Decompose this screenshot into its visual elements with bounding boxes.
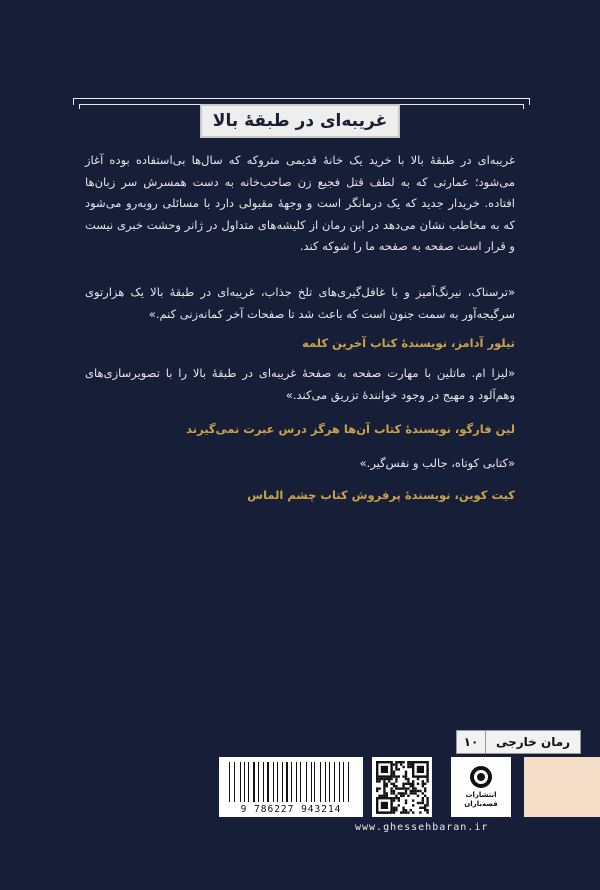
qr-module	[426, 804, 428, 806]
publisher-website: www.ghessehbaran.ir	[355, 822, 489, 833]
qr-module	[426, 799, 428, 801]
qr-module	[383, 792, 385, 794]
qr-module	[407, 795, 409, 797]
qr-module	[386, 783, 388, 785]
series-badge	[456, 730, 581, 754]
barcode-bar	[303, 762, 305, 802]
qr-module	[395, 807, 397, 809]
qr-module	[410, 790, 412, 792]
qr-module	[400, 792, 402, 794]
qr-module	[412, 783, 414, 785]
barcode-bar	[320, 762, 321, 802]
qr-module	[393, 783, 395, 785]
qr-module	[398, 804, 400, 806]
qr-module	[405, 778, 407, 780]
barcode-bar	[240, 762, 241, 802]
qr-module	[412, 780, 414, 782]
qr-module	[422, 792, 424, 794]
qr-module	[410, 783, 412, 785]
barcode-bar	[314, 762, 315, 802]
barcode-bar	[248, 762, 249, 802]
qr-module	[426, 811, 428, 813]
qr-module	[395, 768, 397, 770]
qr-module	[424, 790, 426, 792]
qr-module	[383, 780, 385, 782]
qr-module	[400, 761, 402, 763]
barcode-bar	[234, 762, 235, 802]
qr-module	[424, 804, 426, 806]
qr-module	[412, 785, 414, 787]
barcode-bar	[293, 762, 294, 802]
qr-module	[422, 802, 424, 804]
qr-module	[376, 787, 378, 789]
title-box	[200, 104, 400, 138]
qr-module	[395, 780, 397, 782]
barcode-bar	[336, 762, 337, 802]
qr-code-icon	[372, 757, 432, 817]
barcode-bar	[244, 762, 245, 802]
qr-module	[383, 787, 385, 789]
qr-module	[402, 807, 404, 809]
barcode-bar	[334, 762, 335, 802]
barcode-bar	[317, 762, 318, 802]
barcode-bar	[261, 762, 262, 802]
qr-module	[417, 783, 419, 785]
qr-finder	[381, 802, 388, 809]
barcode-bar	[270, 762, 272, 802]
qr-module	[393, 797, 395, 799]
qr-module	[410, 792, 412, 794]
qr-module	[417, 795, 419, 797]
review-quote-3: «کتابی کوتاه، جالب و نفس‌گیر.»	[359, 456, 515, 470]
qr-module	[388, 778, 390, 780]
series-label: رمان خارجی	[495, 735, 571, 749]
qr-module	[407, 783, 409, 785]
qr-module	[407, 780, 409, 782]
qr-module	[383, 778, 385, 780]
qr-module	[393, 773, 395, 775]
publisher-name-line2: قصه‌باران	[464, 799, 498, 808]
barcode-bar	[346, 762, 347, 802]
qr-module	[381, 795, 383, 797]
qr-module	[393, 775, 395, 777]
qr-module	[395, 761, 397, 763]
qr-module	[386, 785, 388, 787]
qr-module	[402, 811, 404, 813]
qr-module	[422, 807, 424, 809]
barcode-bar	[256, 762, 257, 802]
review-author-2: لین فارگو، نویسندهٔ کتاب آن‌ها هرگز درس عبرت نمی‌گیرند	[186, 422, 515, 436]
qr-module	[405, 802, 407, 804]
qr-module	[419, 802, 421, 804]
qr-module	[405, 771, 407, 773]
qr-module	[393, 807, 395, 809]
qr-module	[400, 811, 402, 813]
barcode-bar	[343, 762, 344, 802]
qr-module	[412, 790, 414, 792]
qr-module	[407, 766, 409, 768]
publisher-logo-icon	[470, 766, 492, 788]
qr-module	[426, 797, 428, 799]
qr-module	[405, 799, 407, 801]
qr-module	[422, 799, 424, 801]
qr-module	[414, 792, 416, 794]
qr-module	[383, 795, 385, 797]
qr-module	[402, 783, 404, 785]
color-swatch	[524, 757, 600, 817]
qr-module	[412, 792, 414, 794]
qr-module	[405, 792, 407, 794]
qr-module	[405, 811, 407, 813]
publisher-name-line1: انتشارات	[465, 790, 497, 799]
barcode-bar	[308, 762, 309, 802]
qr-module	[405, 790, 407, 792]
qr-module	[410, 766, 412, 768]
qr-module	[395, 775, 397, 777]
qr-module	[410, 785, 412, 787]
barcode-bar	[258, 762, 259, 802]
barcode-bar	[229, 762, 230, 802]
qr-module	[393, 811, 395, 813]
qr-module	[378, 778, 380, 780]
qr-module	[412, 804, 414, 806]
barcode-bar	[340, 762, 342, 802]
qr-module	[388, 780, 390, 782]
review-author-3: کیت کوین، نویسندهٔ پرفروش کتاب چشم الماس	[247, 488, 515, 502]
barcode-bar	[306, 762, 307, 802]
qr-module	[395, 809, 397, 811]
qr-module	[378, 787, 380, 789]
qr-module	[417, 778, 419, 780]
qr-module	[398, 797, 400, 799]
barcode-bar	[311, 762, 312, 802]
qr-module	[393, 809, 395, 811]
book-title: غریبه‌ای در طبقهٔ بالا	[212, 111, 388, 131]
barcode-bar	[286, 762, 288, 802]
qr-module	[407, 778, 409, 780]
barcode-bar	[275, 762, 276, 802]
barcode-bar	[329, 762, 330, 802]
qr-module	[424, 807, 426, 809]
publisher-logo	[451, 757, 511, 817]
qr-module	[378, 795, 380, 797]
qr-module	[410, 761, 412, 763]
qr-module	[395, 787, 397, 789]
barcode-bar	[348, 762, 349, 802]
barcode-bar	[300, 762, 301, 802]
qr-module	[410, 763, 412, 765]
qr-module	[390, 792, 392, 794]
qr-module	[424, 809, 426, 811]
qr-module	[383, 790, 385, 792]
qr-module	[426, 802, 428, 804]
qr-module	[405, 809, 407, 811]
qr-module	[398, 768, 400, 770]
qr-module	[395, 766, 397, 768]
barcode-bar	[241, 762, 242, 802]
barcode-bar	[282, 762, 283, 802]
qr-module	[407, 761, 409, 763]
barcode-bar	[313, 762, 314, 802]
qr-module	[393, 763, 395, 765]
barcode-bars	[229, 762, 353, 802]
qr-module	[402, 761, 404, 763]
qr-module	[398, 792, 400, 794]
qr-module	[395, 763, 397, 765]
barcode-bar	[296, 762, 297, 802]
barcode-bar	[290, 762, 291, 802]
qr-module	[414, 790, 416, 792]
review-quote-2: «لیزا ام. ماتلین با مهارت صفحه به صفحهٔ غریبه‌ای در طبقهٔ بالا را با تصویرسازی‌های وهم‌آلود و مهیج در وجود خوانندهٔ تزریق می‌کند.»	[85, 366, 515, 402]
qr-module	[402, 766, 404, 768]
review-quote-1: «ترسناک، نیرنگ‌آمیز و با غافل‌گیری‌های تلخ جذاب، غریبه‌ای در طبقهٔ بالا یک هزارتوی سرگیجه‌آور به سمت جنون است که باعث شد تا صفحات آخر کمانه‌زنی کنم.»	[85, 285, 515, 321]
barcode-bar	[279, 762, 280, 802]
qr-module	[393, 799, 395, 801]
barcode-bar	[283, 762, 284, 802]
qr-module	[402, 775, 404, 777]
qr-module	[422, 780, 424, 782]
qr-module	[386, 795, 388, 797]
qr-code	[372, 757, 432, 817]
barcode-bar	[265, 762, 266, 802]
barcode-bar	[327, 762, 328, 802]
qr-module	[422, 783, 424, 785]
isbn-number: 9 786227 943214	[240, 804, 342, 815]
synopsis: غریبه‌ای در طبقهٔ بالا با خرید یک خانهٔ قدیمی متروکه که سال‌ها بی‌استفاده بوده آغاز می‌شود؛ عمارتی که به لطف قتل فجیع زن صاحب‌خانه به دست همسرش سر زبان‌ها افتاده. خریدار جدید که یک درمانگر است و وجههٔ مقبولی دارد با مسائلی روبه‌رو می‌شود که به مخاطب نشان می‌دهد در این رمان از کلیشه‌های متداول در ژانر وحشت خبری نیست و قرار است صفحه به صفحه ما را شوکه کند.	[85, 153, 515, 253]
qr-module	[426, 809, 428, 811]
qr-module	[393, 785, 395, 787]
qr-module	[422, 797, 424, 799]
barcode-bar	[350, 762, 351, 802]
qr-module	[417, 790, 419, 792]
qr-module	[405, 783, 407, 785]
qr-module	[398, 799, 400, 801]
qr-module	[390, 783, 392, 785]
qr-module	[405, 775, 407, 777]
qr-module	[402, 792, 404, 794]
qr-module	[398, 761, 400, 763]
qr-module	[405, 787, 407, 789]
barcode-bar	[291, 762, 292, 802]
qr-module	[424, 783, 426, 785]
barcode-bar	[277, 762, 278, 802]
qr-module	[398, 787, 400, 789]
qr-module	[422, 785, 424, 787]
review-author-1: تیلور آدامز، نویسندهٔ کتاب آخرین کلمه	[301, 336, 515, 350]
qr-module	[402, 795, 404, 797]
qr-module	[412, 811, 414, 813]
qr-module	[395, 778, 397, 780]
qr-module	[405, 773, 407, 775]
qr-finder	[417, 766, 424, 773]
qr-module	[412, 799, 414, 801]
qr-module	[402, 809, 404, 811]
barcode-bar	[232, 762, 233, 802]
qr-module	[412, 787, 414, 789]
qr-module	[424, 795, 426, 797]
qr-module	[390, 778, 392, 780]
qr-module	[383, 785, 385, 787]
qr-module	[395, 797, 397, 799]
qr-module	[386, 778, 388, 780]
barcode-bar	[253, 762, 255, 802]
barcode-bar	[325, 762, 326, 802]
barcode-bar	[273, 762, 274, 802]
qr-module	[424, 787, 426, 789]
qr-module	[381, 778, 383, 780]
barcode-bar	[339, 762, 340, 802]
qr-module	[383, 783, 385, 785]
qr-module	[393, 792, 395, 794]
qr-module	[426, 778, 428, 780]
qr-module	[400, 787, 402, 789]
qr-module	[402, 785, 404, 787]
qr-module	[419, 790, 421, 792]
qr-module	[376, 790, 378, 792]
barcode-bar	[236, 762, 238, 802]
qr-module	[400, 763, 402, 765]
qr-module	[376, 780, 378, 782]
qr-module	[395, 795, 397, 797]
qr-module	[395, 785, 397, 787]
barcode-bar	[247, 762, 248, 802]
barcode-bar	[263, 762, 264, 802]
qr-module	[407, 763, 409, 765]
qr-module	[390, 787, 392, 789]
qr-module	[402, 787, 404, 789]
qr-module	[393, 771, 395, 773]
qr-finder	[381, 766, 388, 773]
barcode-bar	[332, 762, 333, 802]
isbn-barcode	[219, 757, 363, 817]
qr-module	[393, 790, 395, 792]
qr-module	[400, 795, 402, 797]
qr-module	[419, 811, 421, 813]
qr-module	[376, 778, 378, 780]
qr-module	[426, 780, 428, 782]
barcode-bar	[267, 762, 268, 802]
barcode-bar	[298, 762, 299, 802]
qr-module	[398, 775, 400, 777]
qr-module	[378, 780, 380, 782]
qr-module	[419, 807, 421, 809]
qr-module	[407, 787, 409, 789]
qr-module	[417, 802, 419, 804]
qr-module	[390, 790, 392, 792]
barcode-bar	[250, 762, 251, 802]
qr-module	[407, 811, 409, 813]
series-number: ۱۰	[457, 731, 486, 753]
barcode-bar	[321, 762, 323, 802]
qr-module	[414, 787, 416, 789]
qr-module	[386, 792, 388, 794]
qr-module	[410, 809, 412, 811]
